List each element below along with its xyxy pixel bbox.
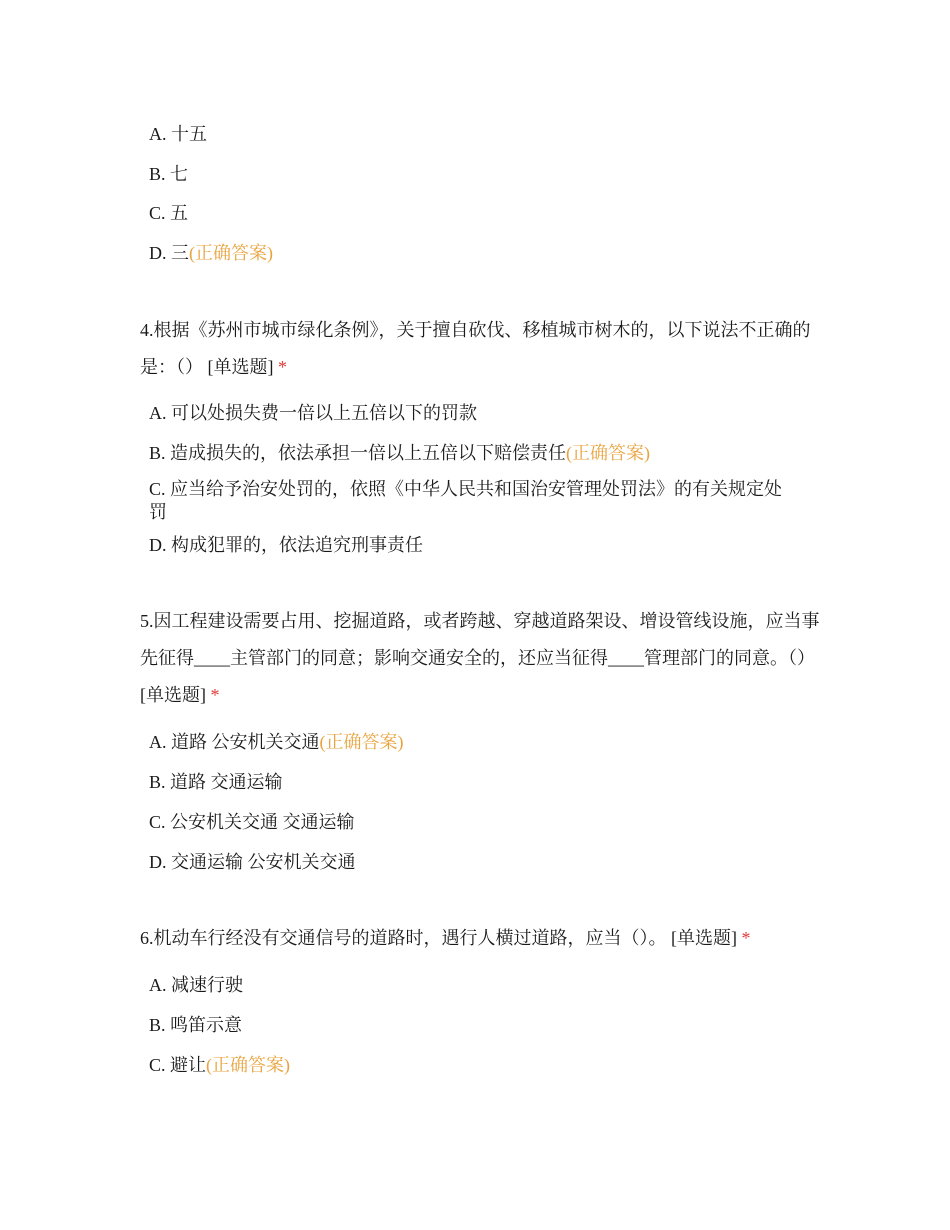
- q4-option-d[interactable]: [149, 535, 809, 555]
- required-marker: *: [210, 685, 220, 705]
- option-letter: B.: [149, 443, 166, 463]
- option-letter: B.: [149, 772, 166, 792]
- q3-option-c[interactable]: [149, 203, 809, 223]
- option-text: 造成损失的，依法承担一倍以上五倍以下赔偿责任: [170, 443, 567, 463]
- correct-answer-marker: (正确答案): [319, 732, 404, 752]
- correct-answer-marker: (正确答案): [566, 443, 651, 463]
- option-text: 减速行驶: [171, 975, 243, 995]
- option-text: 应当给予治安处罚的，依照《中华人民共和国治安管理处罚法》的有关规定处罚: [149, 479, 783, 522]
- q6-question: [140, 920, 820, 957]
- question-text: 5.因工程建设需要占用、挖掘道路，或者跨越、穿越道路架设、增设管线设施，应当事先征得____主管部门的同意；影响交通安全的，还应当征得____管理部门的同意。（）: [140, 611, 820, 668]
- option-letter: C.: [149, 812, 166, 832]
- q3-option-d[interactable]: [149, 243, 809, 263]
- option-letter: C.: [149, 479, 166, 499]
- q6-option-c[interactable]: [149, 1055, 809, 1075]
- option-text: 公安机关交通 交通运输: [170, 812, 355, 832]
- q5-question: [140, 603, 820, 714]
- option-letter: B.: [149, 164, 166, 184]
- q5-option-c[interactable]: [149, 812, 809, 832]
- option-letter: A.: [149, 403, 167, 423]
- required-marker: *: [278, 357, 287, 377]
- option-text: 十五: [171, 124, 207, 144]
- option-letter: D.: [149, 243, 167, 263]
- q6-option-a[interactable]: [149, 975, 809, 995]
- correct-answer-marker: (正确答案): [189, 243, 273, 263]
- q4-question: [140, 312, 820, 386]
- question-type: [单选题]: [140, 685, 206, 705]
- option-letter: A.: [149, 732, 167, 752]
- q6-option-b[interactable]: [149, 1015, 809, 1035]
- option-text: 交通运输 公安机关交通: [171, 852, 356, 872]
- option-text: 三: [171, 243, 189, 263]
- option-letter: A.: [149, 975, 167, 995]
- option-text: 道路 公安机关交通: [171, 732, 320, 752]
- option-letter: A.: [149, 124, 167, 144]
- option-text: 避让: [170, 1055, 207, 1075]
- option-text: 鸣笛示意: [170, 1015, 243, 1035]
- q3-option-a[interactable]: [149, 124, 809, 144]
- q4-option-a[interactable]: [149, 403, 809, 423]
- option-letter: D.: [149, 535, 167, 555]
- option-letter: C.: [149, 203, 166, 223]
- required-marker: *: [741, 928, 751, 948]
- q4-option-b[interactable]: [149, 443, 809, 463]
- question-type: [单选题]: [207, 357, 274, 377]
- q3-option-b[interactable]: [149, 164, 809, 184]
- option-text: 构成犯罪的，依法追究刑事责任: [171, 535, 423, 555]
- option-letter: B.: [149, 1015, 166, 1035]
- q5-option-d[interactable]: [149, 852, 809, 872]
- q4-option-c[interactable]: [149, 478, 794, 524]
- q5-option-b[interactable]: [149, 772, 809, 792]
- question-text: 6.机动车行经没有交通信号的道路时，遇行人横过道路，应当（）。: [140, 928, 667, 948]
- q5-option-a[interactable]: [149, 732, 809, 752]
- option-text: 五: [170, 203, 189, 223]
- option-text: 可以处损失费一倍以上五倍以下的罚款: [171, 403, 477, 423]
- question-type: [单选题]: [671, 928, 737, 948]
- correct-answer-marker: (正确答案): [206, 1055, 291, 1075]
- question-text: 4.根据《苏州市城市绿化条例》，关于擅自砍伐、移植城市树木的，以下说法不正确的是：（）: [140, 320, 811, 377]
- option-text: 七: [170, 164, 189, 184]
- option-letter: C.: [149, 1055, 166, 1075]
- option-letter: D.: [149, 852, 167, 872]
- option-text: 道路 交通运输: [170, 772, 283, 792]
